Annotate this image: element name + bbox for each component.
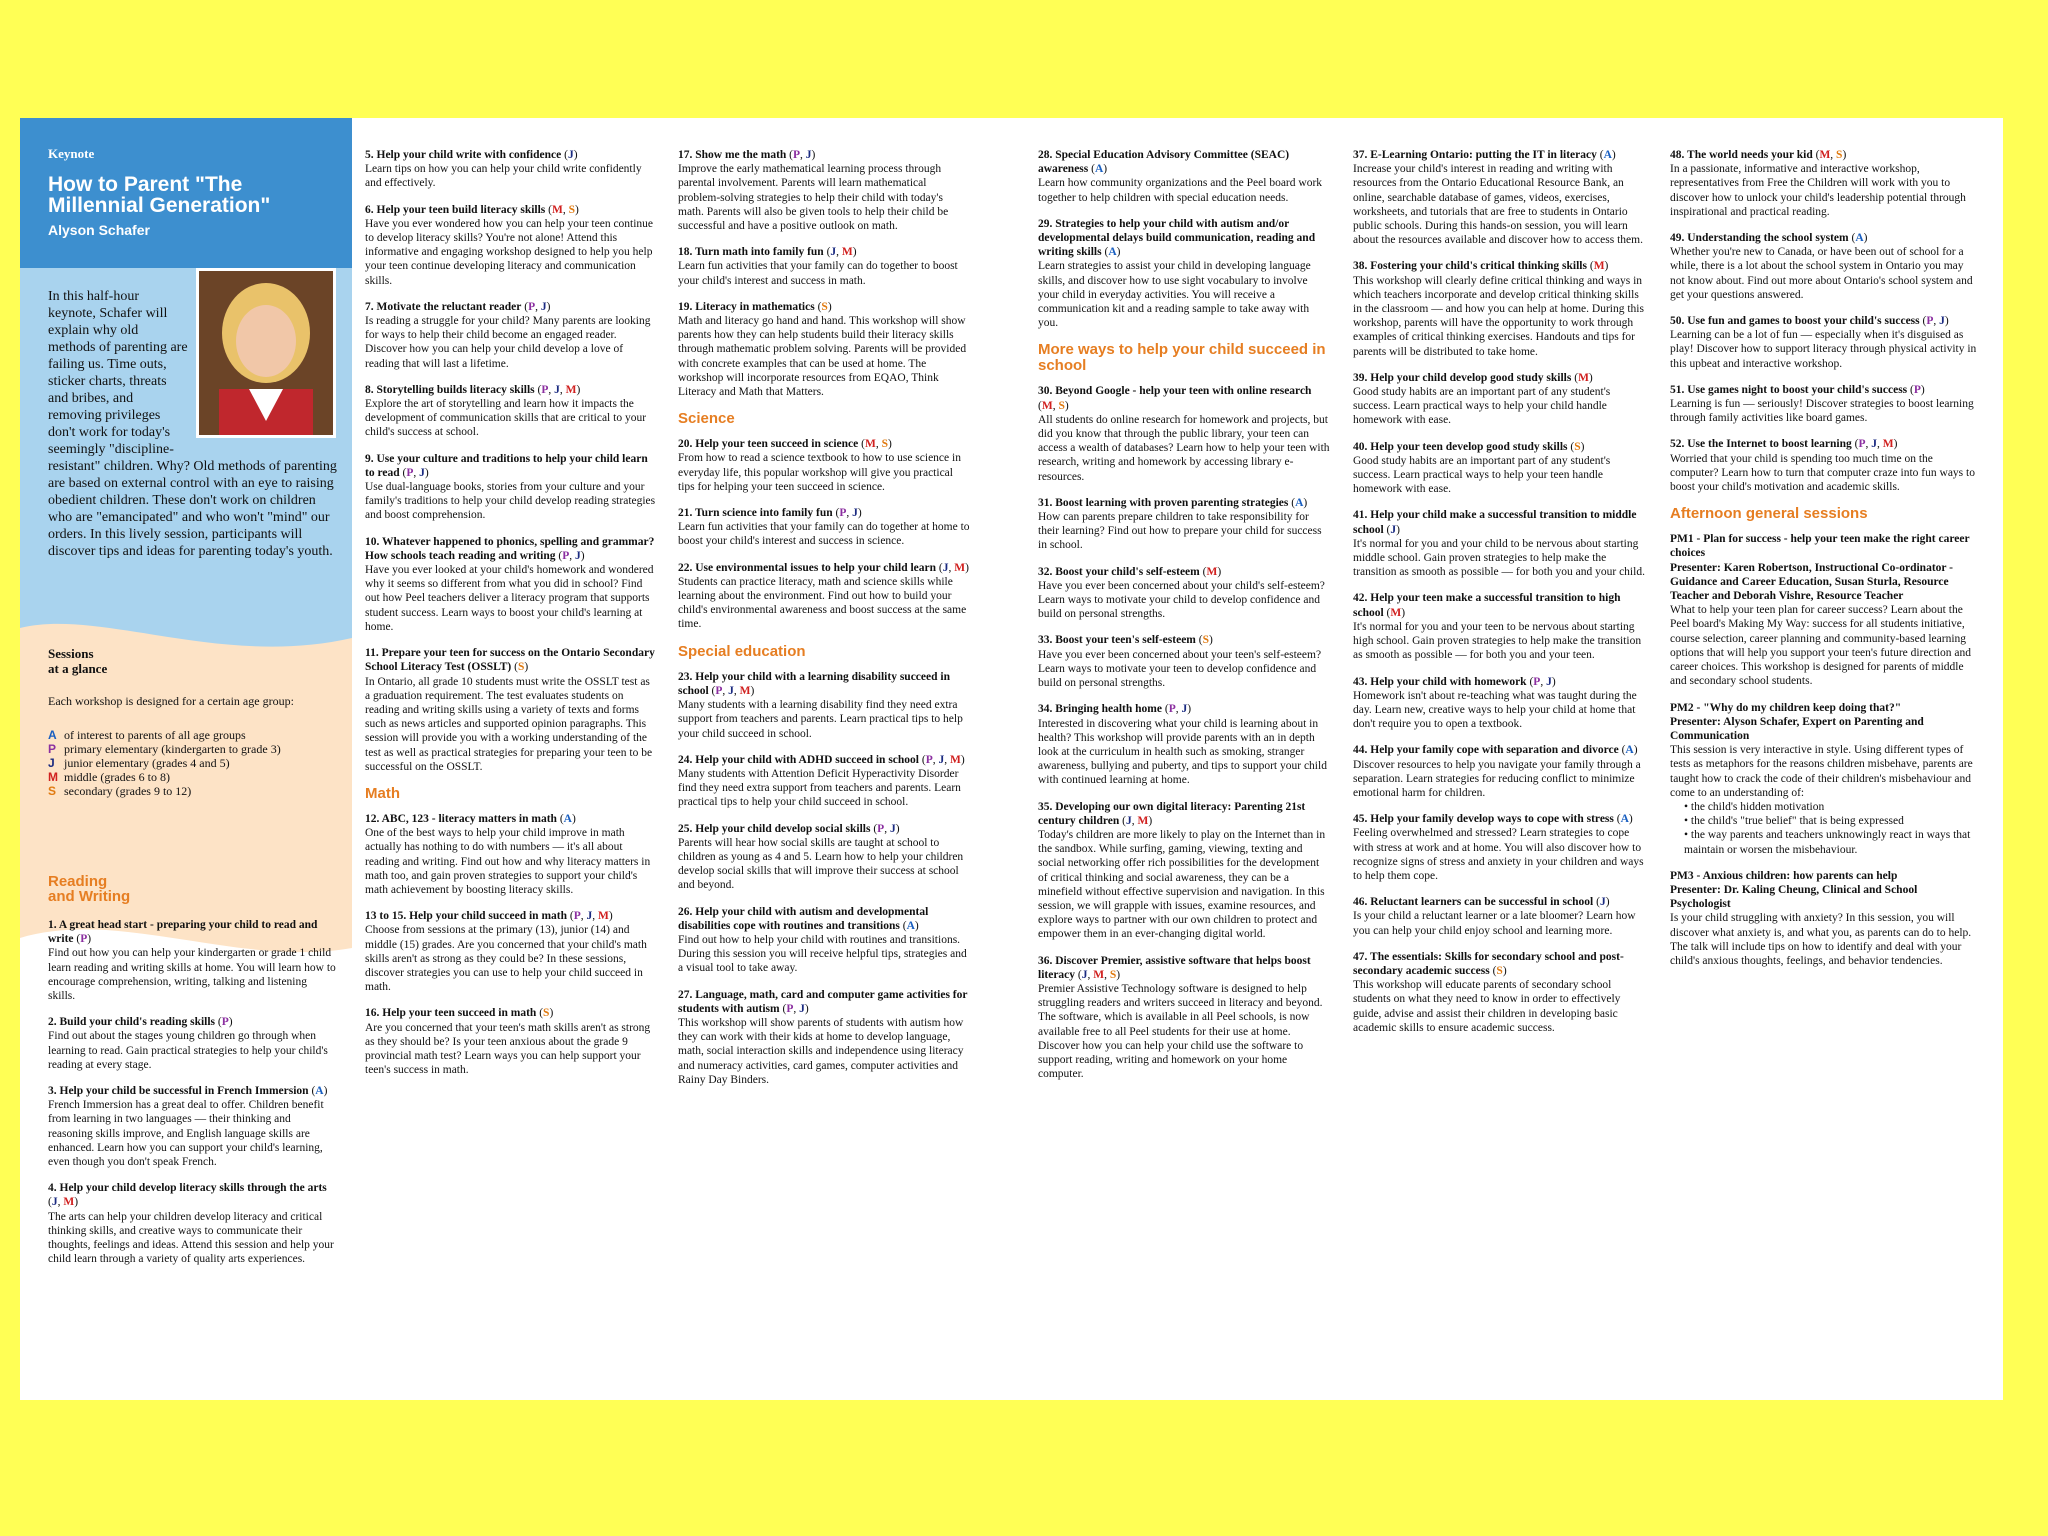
sessions-title-line1: Sessions [48,646,94,661]
age-legend [48,728,338,798]
keynote-author: Alyson Schafer [48,222,150,238]
age-code: (A) [1599,149,1616,161]
age-code: (S) [1570,440,1585,453]
bullet-item [1684,814,1980,828]
age-code: (P, J) [558,549,585,562]
age-code: (S) [1198,634,1213,647]
workshop-item [48,1015,336,1072]
legend-item [48,756,338,770]
column-2 [365,148,657,1089]
workshop-title: 31. Boost learning with proven parenting strategies [1038,496,1289,509]
workshop-item [1353,259,1645,358]
sessions-title-line2: at a glance [48,661,108,676]
legend-item [48,728,338,742]
workshop-item [1670,701,1980,857]
workshop-description: This workshop will show parents of students with autism how they can work with their kids at home to develop language, math, social interaction skills and independence using literacy and numeracy activities, card games, computer activities and Rainy Day Binders. [678,1016,964,1086]
age-code: (J) [564,149,578,161]
workshop-description: Students can practice literacy, math and science skills while learning about the environment. Find out how to build your child's environmental awareness and boost success at the same time. [678,575,967,631]
sidebar [20,118,352,1400]
workshop-title: 19. Literacy in mathematics [678,300,815,313]
workshop-description: Learn fun activities that your family can do together at home to boost your child's interest and success in science. [678,521,970,548]
workshop-title: 46. Reluctant learners can be successful in school [1353,896,1594,909]
presenter: Presenter: Dr. Kaling Cheung, Clinical and School Psychologist [1670,883,1918,911]
workshop-description: Are you concerned that your teen's math skills aren't as strong as they should be? Is your teen anxious about the grade 9 provincial math test? Learn ways you can help support your teen's success in math. [365,1021,651,1077]
workshop-title: 6. Help your teen build literacy skills [365,203,546,216]
age-code: (P, J) [835,507,862,520]
age-code: (P, J, M) [711,684,755,697]
workshop-item [1038,800,1330,942]
sessions-title [48,646,107,676]
workshop-item [1670,383,1980,426]
age-code: (M, S) [548,203,579,216]
workshop-title: PM2 - "Why do my children keep doing that?" [1670,701,1902,714]
age-code: (A) [1621,744,1638,757]
age-code: (P, J) [789,149,816,161]
workshop-description: Premier Assistive Technology software is designed to help struggling readers and writers succeed in literacy and beyond. The software, which is available in all Peel schools, is now available free to all Peel students for their use at home. Discover how you can help your child use the software to support reading, writing and homework on your home computer. [1038,982,1323,1081]
age-code: (S) [817,300,832,313]
workshop-description: Choose from sessions at the primary (13), junior (14) and middle (15) grades. Are you concerned that your child's math skills aren't as strong as they could be? In these sessions, discover strategies you can use to help your child succeed in math. [365,924,647,994]
age-code: (P, J, M) [1854,438,1898,451]
section-heading: More ways to help your child succeed in school [1038,341,1326,375]
workshop-item [678,670,970,741]
workshop-title: 47. The essentials: Skills for secondary school and post-secondary academic success [1353,950,1624,977]
workshop-item [1038,496,1330,553]
workshop-title: 33. Boost your teen's self-esteem [1038,634,1196,647]
age-code: (P) [76,933,92,946]
workshop-item [1353,812,1645,883]
workshop-description: One of the best ways to help your child improve in math actually has nothing to do with numbers — it's all about reading and writing. Find out how and why literacy matters in math too, and gain proven strategies to support your child's math achievement by boosting literacy skills. [365,827,651,896]
workshop-item [678,822,970,893]
workshop-description: In a passionate, informative and interactive workshop, representatives from Free the Children will work with you to discover how to unlock your child's leadership potential through inspirational and practical reading. [1670,163,1966,218]
age-code: (J) [1596,896,1610,909]
workshop-description: Worried that your child is spending too much time on the computer? Learn how to turn that computer craze into fun ways to boost your child's motivation and academic skills. [1670,452,1975,494]
age-code: (J) [1386,523,1400,536]
workshop-title: 50. Use fun and games to boost your child's success [1670,315,1920,328]
workshop-item [1353,508,1645,579]
workshop-item [678,506,970,549]
workshop-title: 34. Bringing health home [1038,703,1162,716]
workshop-description: This session is very interactive in style. Using different types of tests as metaphors for the reasons children misbehave, parents are taught how to crack the code of their children's misbehaviour and come to an understanding of: [1670,744,1973,799]
reading-title-line2: and Writing [48,888,131,905]
workshop-item [678,148,970,233]
workshop-title: 52. Use the Internet to boost learning [1670,438,1852,451]
column-5 [1353,148,1645,1047]
workshop-description: French Immersion has a great deal to offer. Children benefit from learning in two languages — their thinking and reasoning skills improve, and English language skills are enhanced. Learn how you can support your child's learning, even though you don't speak French. [48,1099,324,1169]
bullet-text: the child's hidden motivation [1690,800,1825,813]
workshop-description: It's normal for you and your teen to be nervous about starting high school. Gain proven strategies to help make the transition as smooth as possible — for both you and your teen. [1353,620,1642,662]
workshop-description: Interested in discovering what your child is learning about in health? This workshop will provide parents with an in depth look at the curriculum in health such as smoking, stranger awareness, bullying and puberty, and tips to support your child with continued learning at home. [1038,717,1327,787]
legend-label: middle (grades 6 to 8) [64,770,170,784]
workshop-title: 7. Motivate the reluctant reader [365,300,522,313]
workshop-title: 42. Help your teen make a successful transition to high school [1353,592,1621,619]
workshop-title: 4. Help your child develop literacy skills through the arts [48,1182,327,1195]
age-code: (A) [1091,163,1108,176]
bullet-icon: • [1684,815,1691,828]
column-1 [48,918,336,1278]
workshop-item [365,383,657,440]
workshop-description: This workshop will clearly define critical thinking and ways in which teachers incorporate and develop critical thinking skills in the classroom — and how you can help at home. During this workshop, parents will have the opportunity to work through examples of critical thinking exercises. Handouts and tips for parents will be distributed to take home. [1353,274,1644,358]
workshop-item [1353,371,1645,428]
workshop-title: 29. Strategies to help your child with autism and/or developmental delays build communication, reading and writing skills [1038,217,1316,259]
workshop-title: 10. Whatever happened to phonics, spelling and grammar? How schools teach reading and writing [365,535,655,562]
legend-code: P [48,742,57,756]
workshop-item [1353,950,1645,1035]
workshop-title: 41. Help your child make a successful transition to middle school [1353,509,1637,536]
workshop-description: Have you ever looked at your child's homework and wondered why it seems so different from what you did in school? Find out how Peel teachers deliver a literacy program that supports student success. Learn ways to boost your child's learning at home. [365,564,654,633]
age-code: (S) [539,1007,554,1020]
workshop-description: Have you ever been concerned about your teen's self-esteem? Learn ways to motivate your teen to develop confidence and build on personal strengths. [1038,648,1322,690]
workshop-title: 8. Storytelling builds literacy skills [365,383,535,396]
legend-label: of interest to parents of all age groups [64,728,246,742]
workshop-item [1353,743,1645,800]
workshop-description: Learning is fun — seriously! Discover strategies to boost learning through family activities like board games. [1670,398,1974,425]
age-code: (M, S) [1038,399,1069,412]
age-code: (P, J, M) [537,383,581,396]
age-code: (P, J, M) [569,910,613,923]
age-code: (P, J) [873,822,900,835]
age-code: (P, J) [1164,703,1192,716]
section-heading: Afternoon general sessions [1670,505,1868,523]
workshop-description: Is reading a struggle for your child? Many parents are looking for ways to help their child become an engaged reader. Discover how you can help your child develop a love of reading that will last a lifetime. [365,315,651,370]
workshop-item [678,988,970,1087]
age-code: (J, M) [48,1196,79,1209]
workshop-title: 16. Help your teen succeed in math [365,1007,537,1020]
workshop-item [1353,440,1645,497]
keynote-tag: Keynote [48,146,95,161]
reading-title-line1: Reading [48,873,108,890]
workshop-title: 20. Help your teen succeed in science [678,438,859,451]
workshop-item [1038,954,1330,1082]
workshop-description: Explore the art of storytelling and learn how it impacts the development of communication skills that are critical to your child's success at school. [365,398,647,439]
workshop-item [678,437,970,494]
workshop-description: Find out about the stages young children go through when learning to read. Gain practical strategies to help your child's reading at every stage. [48,1030,328,1071]
workshop-item [678,245,970,288]
workshop-title: 48. The world needs your kid [1670,149,1813,161]
workshop-description: Find out how you can help your kindergarten or grade 1 child learn reading and writing skills at home. You will learn how to encourage comprehension, writing, talking and listening skills. [48,947,336,1003]
workshop-item [1038,217,1330,331]
legend-code: S [48,784,57,798]
age-code: (A) [311,1085,328,1098]
workshop-item [1038,384,1330,483]
age-code: (M) [1386,606,1406,619]
presenter: Presenter: Alyson Schafer, Expert on Parenting and Communication [1670,715,1924,742]
bullet-text: the way parents and teachers unknowingly react in ways that maintain or worsen the misbehaviour. [1684,829,1971,856]
workshop-description: From how to read a science textbook to how to use science in everyday life, this popular workshop will give you practical tips for helping your teen succeed in science. [678,452,961,493]
age-code: (P, J) [1922,315,1949,328]
workshop-title: 9. Use your culture and traditions to help your child learn to read [365,452,648,479]
workshop-description: Many students with Attention Deficit Hyperactivity Disorder find they need extra support from teachers and parents. Learn practical tips to help your child succeed in school. [678,767,961,809]
workshop-title: 49. Understanding the school system [1670,232,1849,245]
workshop-description: Learning can be a lot of fun — especially when it's disguised as play! Discover how to support literacy through physical activity in this upbeat and interactive workshop. [1670,329,1977,370]
workshop-title: 38. Fostering your child's critical thinking skills [1353,260,1587,273]
workshop-title: 26. Help your child with autism and developmental disabilities cope with routines and transitions [678,905,929,932]
workshop-item [1038,702,1330,787]
workshop-description: What to help your teen plan for career success? Learn about the Peel board's Making My Way: success for all students initiative, course selection, career planning and community-based learning options that will help you support your teen's future direction and career choices. This workshop is designed for parents of middle and secondary school students. [1670,604,1972,688]
workshop-item [365,646,657,774]
section-heading: Special education [678,642,806,660]
workshop-description: Good study habits are an important part of any student's success. Learn practical ways to help your child handle homework with ease. [1353,386,1611,427]
bullet-item [1684,828,1980,856]
workshop-item [365,812,657,897]
workshop-description: In Ontario, all grade 10 students must write the OSSLT test as a graduation requirement. The test evaluates students on reading and writing skills using a variety of texts and forms such as news articles and supported opinion paragraphs. This session will provide you with a working understanding of the test as well as practical strategies for preparing your teen to be successful on the OSSLT. [365,675,653,773]
workshop-description: Feeling overwhelmed and stressed? Learn strategies to cope with stress at work and at home. You will also discover how to recognize signs of stress and anxiety in your children and ways to help them cope. [1353,827,1644,882]
workshop-title: 45. Help your family develop ways to cope with stress [1353,813,1614,826]
workshop-item [1353,591,1645,662]
workshop-description: All students do online research for homework and projects, but did you know that through the public library, your teen can access a wealth of databases? Learn how to help your teen with research, writing and homework by accessing library e-resources. [1038,413,1330,483]
workshop-item [678,300,970,399]
workshop-title: 30. Beyond Google - help your teen with online research [1038,385,1312,398]
workshop-title: 1. A great head start - preparing your child to read and write [48,919,318,946]
workshop-description: Improve the early mathematical learning process through parental involvement. Parents will learn mathematical problem-solving strategies to help their child with today's math. Parents will also be given tools to help their child be successful and have a positive outlook on math. [678,163,949,233]
bullet-item [1684,800,1980,814]
workshop-title: 51. Use games night to boost your child's success [1670,383,1908,396]
workshop-item [678,753,970,810]
workshop-description: Good study habits are an important part of any student's success. Learn practical ways to help your teen handle homework with ease. [1353,454,1611,496]
workshop-title: 44. Help your family cope with separation and divorce [1353,744,1619,757]
workshop-item [1353,675,1645,732]
keynote-description-text: In this half-hour keynote, Schafer will explain why old methods of parenting are failing us. Time outs, sticker charts, threats and bribes, and removing privileges don't work for today's seemingly "discipline-resistant" children. Why? Old methods of parenting are based on external control with an eye to raising obedient children. These don't work on children who are "emancipated" and who won't "mind" our orders. In this lively session, participants will discover tips and ideas for parenting today's youth. [48,289,337,559]
age-code: (J, M) [1122,814,1153,827]
legend-label: primary elementary (kindergarten to grade 3) [64,742,281,756]
workshop-item [1353,148,1645,247]
workshop-title: 3. Help your child be successful in French Immersion [48,1085,309,1098]
workshop-title: 36. Discover Premier, assistive software that helps boost literacy [1038,954,1311,981]
workshop-description: It's normal for you and your child to be nervous about starting middle school. Gain proven strategies to help make the transition as smooth as possible — for both you and your child. [1353,537,1645,579]
workshop-title: 2. Build your child's reading skills [48,1016,216,1029]
workshop-item [365,535,657,634]
age-code: (A) [1104,246,1121,259]
age-code: (P, J) [524,300,551,313]
workshop-item [1670,148,1980,219]
column-6 [1670,148,1980,980]
age-code: (P, J, M) [921,753,965,766]
workshop-title: 5. Help your child write with confidence [365,149,562,161]
age-code: (S) [514,661,529,674]
workshop-title: 11. Prepare your teen for success on the Ontario Secondary School Literacy Test (OSSLT) [365,647,655,674]
legend-item [48,770,338,784]
age-code: (J, M) [826,246,857,259]
age-code: (P, J) [1529,675,1556,688]
workshop-description: Learn fun activities that your family can do together to boost your child's interest and success in math. [678,260,958,287]
workshop-item [365,452,657,523]
workshop-title: 25. Help your child develop social skills [678,822,871,835]
workshop-description: Math and literacy go hand and hand. This workshop will show parents how they can help students build their literacy skills through mathematic problem solving. Parents will be provided with concrete examples that can be used at home. The workshop will incorporate resources from EQAO, Think Literacy and Math that Matters. [678,315,967,399]
workshop-description: How can parents prepare children to take responsibility for their learning? Find out how to prepare your child for success in school. [1038,511,1322,552]
workshop-title: 40. Help your teen develop good study skills [1353,440,1568,453]
workshop-item [1670,869,1980,968]
brochure-sheet [20,118,2003,1400]
workshop-description: Is your child a reluctant learner or a late bloomer? Learn how you can help your child enjoy school and learning more. [1353,910,1636,937]
workshop-description: Many students with a learning disability find they need extra support from teachers and parents. Learn practical tips to help your child succeed in school. [678,699,963,740]
workshop-description: Homework isn't about re-teaching what was taught during the day. Learn new, creative ways to help your child at home that don't require you to open a textbook. [1353,689,1637,731]
column-3 [678,148,970,1099]
workshop-item [1670,532,1980,688]
workshop-description: Learn how community organizations and the Peel board work together to help children with special education needs. [1038,177,1323,204]
bullet-icon: • [1684,829,1691,842]
workshop-title: 23. Help your child with a learning disability succeed in school [678,670,950,697]
workshop-description: Learn strategies to assist your child in developing language skills, and discover how to use sight vocabulary to involve your child in everyday activities. You will receive a communication kit and a reading sample to take away with you. [1038,260,1311,330]
workshop-title: 18. Turn math into family fun [678,246,824,259]
age-code: (A) [1291,496,1308,509]
legend-label: junior elementary (grades 4 and 5) [64,756,230,770]
bullet-icon: • [1684,800,1691,813]
workshop-description: Use dual-language books, stories from your culture and your family's traditions to help your child develop reading strategies and boost comprehension. [365,481,656,522]
workshop-item [365,203,657,288]
section-heading: Science [678,410,735,428]
workshop-item [365,1006,657,1077]
workshop-item [365,909,657,994]
age-code: (M) [1202,565,1222,578]
age-code: (M, S) [861,438,892,451]
workshop-title: 28. Special Education Advisory Committee (SEAC) awareness [1038,149,1290,176]
workshop-item [48,1084,336,1169]
workshop-description: Find out how to help your child with routines and transitions. During this session you will receive helpful tips, strategies and a visual tool to take away. [678,933,967,975]
workshop-item [48,1181,336,1266]
age-code: (J, M, S) [1077,968,1121,981]
workshop-title: 22. Use environmental issues to help your child learn [678,561,937,574]
workshop-title: 35. Developing our own digital literacy: Parenting 21st century children [1038,800,1306,827]
age-code: (A) [1851,232,1868,245]
workshop-description: Increase your child's interest in reading and writing with resources from the Ontario Educational Resource Bank, an online, searchable database of games, videos, exercises, worksheets, and tutorials that are free to students in Ontario public schools. During this hands-on session, you will learn about the resources available and discover how to access them. [1353,163,1643,247]
age-code: (M) [1574,371,1593,384]
workshop-title: 24. Help your child with ADHD succeed in school [678,753,919,766]
workshop-description: Parents will hear how social skills are taught at school to children as young as 4 and 5. Learn how to help your children develop social skills that will improve their success at school and beyond. [678,836,964,892]
workshop-item [1038,148,1330,205]
legend-code: J [48,756,55,770]
age-code: (A) [902,919,919,932]
age-code: (A) [1616,813,1633,826]
age-code: (J, M) [938,561,969,574]
age-code: (P, J) [782,1002,809,1015]
workshop-item [365,300,657,371]
age-code: (S) [1492,964,1507,977]
workshop-title: 37. E-Learning Ontario: putting the IT in literacy [1353,149,1597,161]
age-code: (M, S) [1815,149,1847,161]
workshop-item [678,561,970,632]
sessions-intro: Each workshop is designed for a certain age group: [48,694,294,708]
workshop-description: The arts can help your children develop literacy and critical thinking skills, and creative ways to communicate their thoughts, feelings and ideas. Attend this session and help your child learn through a variety of quality arts experiences. [48,1210,334,1266]
workshop-item [1038,633,1330,690]
legend-label: secondary (grades 9 to 12) [64,784,192,798]
legend-code: M [48,770,58,784]
workshop-title: 13 to 15. Help your child succeed in math [365,910,568,923]
keynote-title: How to Parent "The Millennial Generation" [48,173,271,217]
workshop-description: Is your child struggling with anxiety? In this session, you will discover what anxiety is, and what you, as parents can do to help. The talk will include tips on how to identify and deal with your child's anxious thoughts, feelings, and behavior tendencies. [1670,912,1972,967]
workshop-description: Whether you're new to Canada, or have been out of school for a while, there is a lot about the school system in Ontario you may not know about. Find out more about Ontario's school system and get your questions answered. [1670,246,1973,301]
workshop-item [365,148,657,191]
workshop-item [48,918,336,1003]
workshop-title: 39. Help your child develop good study skills [1353,371,1572,384]
age-code: (P) [1910,383,1925,396]
workshop-title: 27. Language, math, card and computer game activities for students with autism [678,988,968,1015]
age-code: (A) [559,812,576,825]
workshop-title: 17. Show me the math [678,149,787,161]
workshop-description: This workshop will educate parents of secondary school students on what they need to know in order to effectively guide, advise and assist their children in developing basic academic skills to ensure academic success. [1353,979,1621,1034]
section-heading: Math [365,784,400,802]
workshop-description: Today's children are more likely to play on the Internet than in the sandbox. While surfing, gaming, viewing, texting and social networking offer rich possibilities for the development of critical thinking and social awareness, they can be a minefield without effective supervision and navigation. In this session, we will grapple with issues, examine resources, and explore ways to partner with our own children to protect and empower them in an ever-changing digital world. [1038,828,1326,941]
presenter: Presenter: Karen Robertson, Instructional Co-ordinator - Guidance and Career Education, Susan Sturla, Resource Teacher and Deborah Vishre, Resource Teacher [1670,561,1953,603]
workshop-title: 32. Boost your child's self-esteem [1038,565,1200,578]
workshop-item [1353,895,1645,938]
workshop-title: PM3 - Anxious children: how parents can help [1670,869,1898,882]
bullet-text: the child's "true belief" that is being expressed [1690,815,1904,828]
workshop-title: 12. ABC, 123 - literacy matters in math [365,812,557,825]
workshop-title: PM1 - Plan for success - help your teen make the right career choices [1670,533,1970,560]
age-code: (M) [1589,260,1609,273]
workshop-item [678,905,970,976]
workshop-item [1038,565,1330,622]
column-4 [1038,148,1330,1093]
age-code: (P) [217,1016,233,1029]
legend-item [48,784,338,798]
workshop-title: 21. Turn science into family fun [678,507,833,520]
workshop-title: 43. Help your child with homework [1353,675,1527,688]
workshop-description: Discover resources to help you navigate your family through a separation. Learn strategies for reducing conflict to minimize emotional harm for children. [1353,758,1641,799]
workshop-description: Have you ever wondered how you can help your teen continue to develop literacy skills? You're not alone! Attend this informative and engaging workshop designed to help you help your teen continue developing literacy and communication skills. [365,217,654,287]
workshop-description: Learn tips on how you can help your child write confidently and effectively. [365,163,642,190]
workshop-item [1670,231,1980,302]
workshop-item [1670,437,1980,494]
age-code: (P, J) [402,466,429,479]
legend-code: A [48,728,57,742]
workshop-description: Have you ever been concerned about your child's self-esteem? Learn ways to motivate your child to develop confidence and build on personal strengths. [1038,579,1325,621]
workshop-item [1670,314,1980,371]
section-title-reading-writing [48,874,130,904]
legend-item [48,742,338,756]
speaker-photo [196,268,336,438]
